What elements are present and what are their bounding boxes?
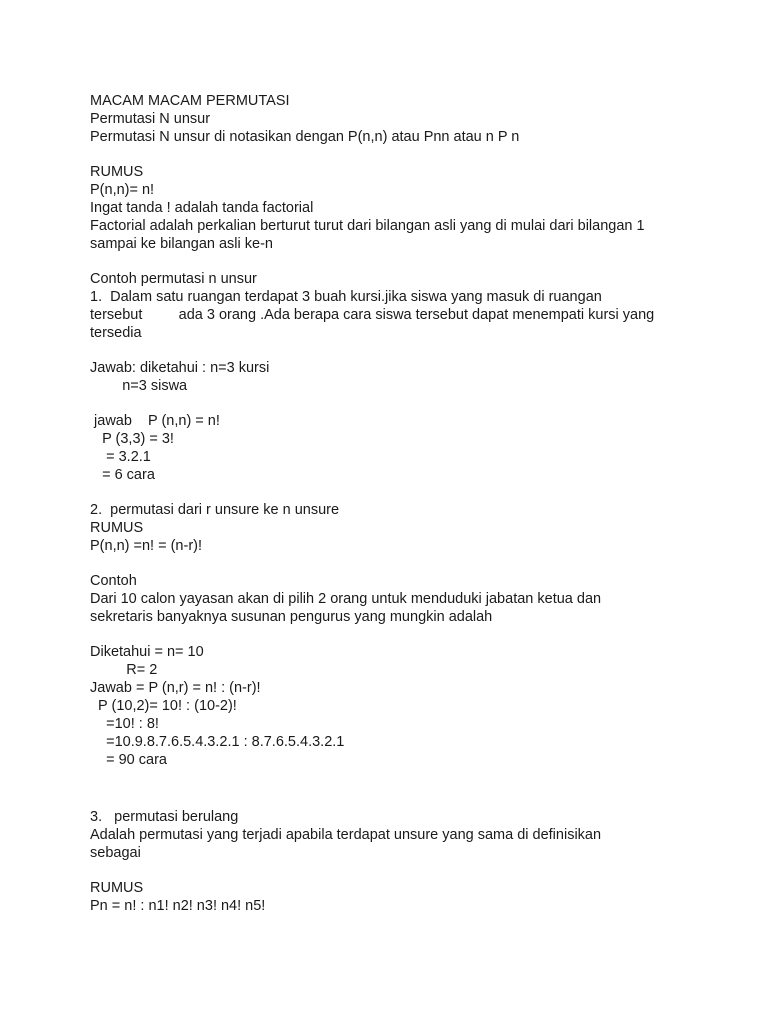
- section1-note: Ingat tanda ! adalah tanda factorial: [90, 200, 314, 216]
- section2-problem-line1: Dari 10 calon yayasan akan di pilih 2 orang untuk menduduki jabatan ketua dan: [90, 591, 602, 607]
- section3-description-line2: sebagai: [90, 845, 141, 861]
- section1-question-line2: tersebut ada 3 orang .Ada berapa cara siswa tersebut dapat menempati kursi yang: [90, 307, 655, 323]
- section2-example-label: Contoh: [90, 573, 137, 589]
- section2-problem-line2: sekretaris banyaknya susunan pengurus yang mungkin adalah: [90, 609, 493, 625]
- section2-answer-line3: =10! : 8!: [90, 716, 159, 732]
- section1-definition-line1: Factorial adalah perkalian berturut turut dari bilangan asli yang di mulai dari bilangan 1: [90, 218, 645, 234]
- section1-heading: Permutasi N unsur: [90, 111, 211, 127]
- section1-example-heading: Contoh permutasi n unsur: [90, 271, 257, 287]
- section3-formula: Pn = n! : n1! n2! n3! n4! n5!: [90, 898, 266, 914]
- section1-question-line1: 1. Dalam satu ruangan terdapat 3 buah kursi.jika siswa yang masuk di ruangan: [90, 289, 602, 305]
- section2-given-line2: R= 2: [90, 662, 158, 678]
- section2-answer-line4: =10.9.8.7.6.5.4.3.2.1 : 8.7.6.5.4.3.2.1: [90, 734, 345, 750]
- section2-formula: P(n,n) =n! = (n-r)!: [90, 538, 203, 554]
- section1-definition-line2: sampai ke bilangan asli ke-n: [90, 236, 273, 252]
- section1-notation: Permutasi N unsur di notasikan dengan P(n,n) atau Pnn atau n P n: [90, 129, 520, 145]
- section2-rumus-label: RUMUS: [90, 520, 144, 536]
- section1-answer-line3: = 3.2.1: [90, 449, 151, 465]
- section1-question-line3: tersedia: [90, 325, 142, 341]
- section3-description-line1: Adalah permutasi yang terjadi apabila terdapat unsure yang sama di definisikan: [90, 827, 602, 843]
- section2-answer-line1: Jawab = P (n,r) = n! : (n-r)!: [90, 680, 261, 696]
- section3-heading: 3. permutasi berulang: [90, 809, 239, 825]
- section2-heading: 2. permutasi dari r unsure ke n unsure: [90, 502, 340, 518]
- section2-given-line1: Diketahui = n= 10: [90, 644, 204, 660]
- document-title: MACAM MACAM PERMUTASI: [90, 93, 290, 109]
- section2-answer-line5: = 90 cara: [90, 752, 167, 768]
- section1-given-line1: Jawab: diketahui : n=3 kursi: [90, 360, 270, 376]
- section2-answer-line2: P (10,2)= 10! : (10-2)!: [90, 698, 237, 714]
- section1-answer-line2: P (3,3) = 3!: [90, 431, 174, 447]
- document-page: [90, 92, 690, 915]
- section3-rumus-label: RUMUS: [90, 880, 144, 896]
- section1-formula: P(n,n)= n!: [90, 182, 155, 198]
- section1-given-line2: n=3 siswa: [90, 378, 188, 394]
- section1-answer-line4: = 6 cara: [90, 467, 155, 483]
- section1-answer-line1: jawab P (n,n) = n!: [90, 413, 220, 429]
- section1-rumus-label: RUMUS: [90, 164, 144, 180]
